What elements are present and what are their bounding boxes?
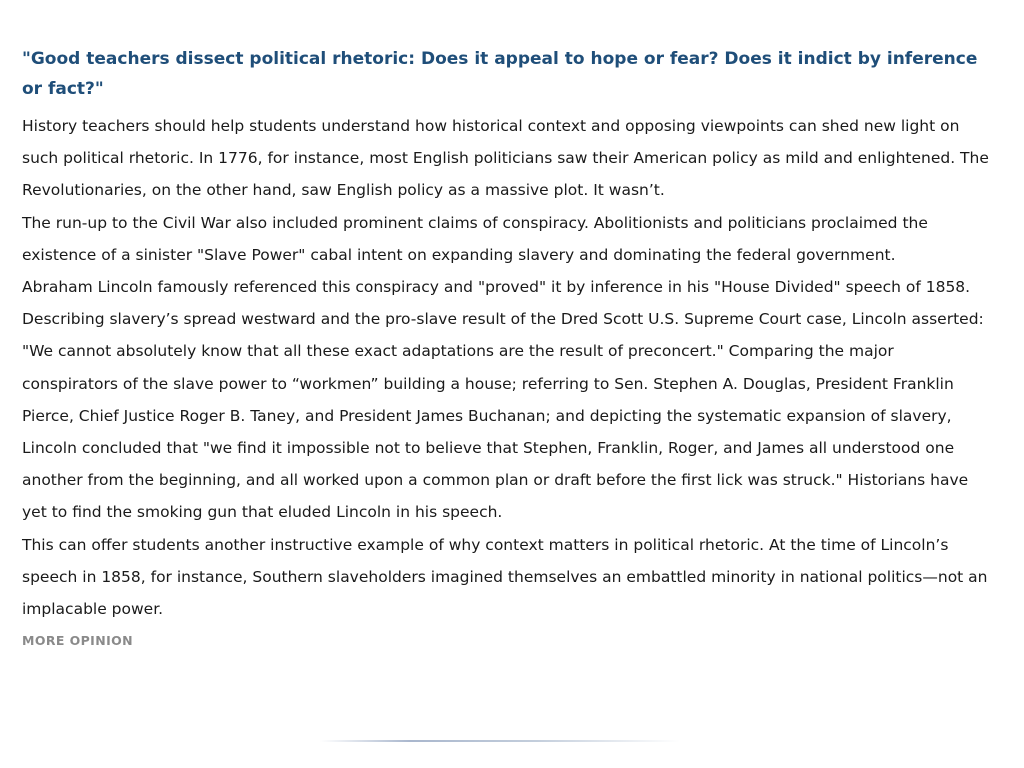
paragraph-2: The run-up to the Civil War also included prominent claims of conspiracy. Abolitionists and politicians proclaimed the existence of a sinister "Slave Power" cabal intent on expanding slavery and dominating the federal government. (22, 213, 928, 264)
pull-quote: "Good teachers dissect political rhetoric: Does it appeal to hope or fear? Does it indict by inference or fact?" (22, 49, 978, 99)
more-opinion-link[interactable]: MORE OPINION (22, 633, 134, 649)
paragraph-1: History teachers should help students understand how historical context and opposing viewpoints can shed new light on such political rhetoric. In 1776, for instance, most English politicians saw their American policy as mild and enlightened. The Revolutionaries, on the other hand, saw English policy as a massive plot. It wasn’t. (22, 117, 989, 200)
paragraph-3: Abraham Lincoln famously referenced this conspiracy and "proved" it by inference in his "House Divided" speech of 1858. Describing slavery’s spread westward and the pro-slave result of the Dred Scott U.S. Supreme Court case, Lincoln asserted: "We cannot absolutely know that all these exact adaptations are the result of preconcert." Comparing the major conspirators of the slave power to “workmen” building a house; referring to Sen. Stephen A. Douglas, President Franklin Pierce, Chief Justice Roger B. Taney, and President James Buchanan; and depicting the systematic expansion of slavery, Lincoln concluded that "we find it impossible not to believe that Stephen, Franklin, Roger, and James all understood one another from the beginning, and all worked upon a common plan or draft before the first lick was struck." Historians have yet to find the smoking gun that eluded Lincoln in his speech. (22, 278, 984, 522)
paragraph-4: This can offer students another instructive example of why context matters in political rhetoric. At the time of Lincoln’s speech in 1858, for instance, Southern slaveholders imagined themselves an embattled minority in national politics—not an implacable power. (22, 535, 988, 619)
divider-line (320, 740, 680, 742)
